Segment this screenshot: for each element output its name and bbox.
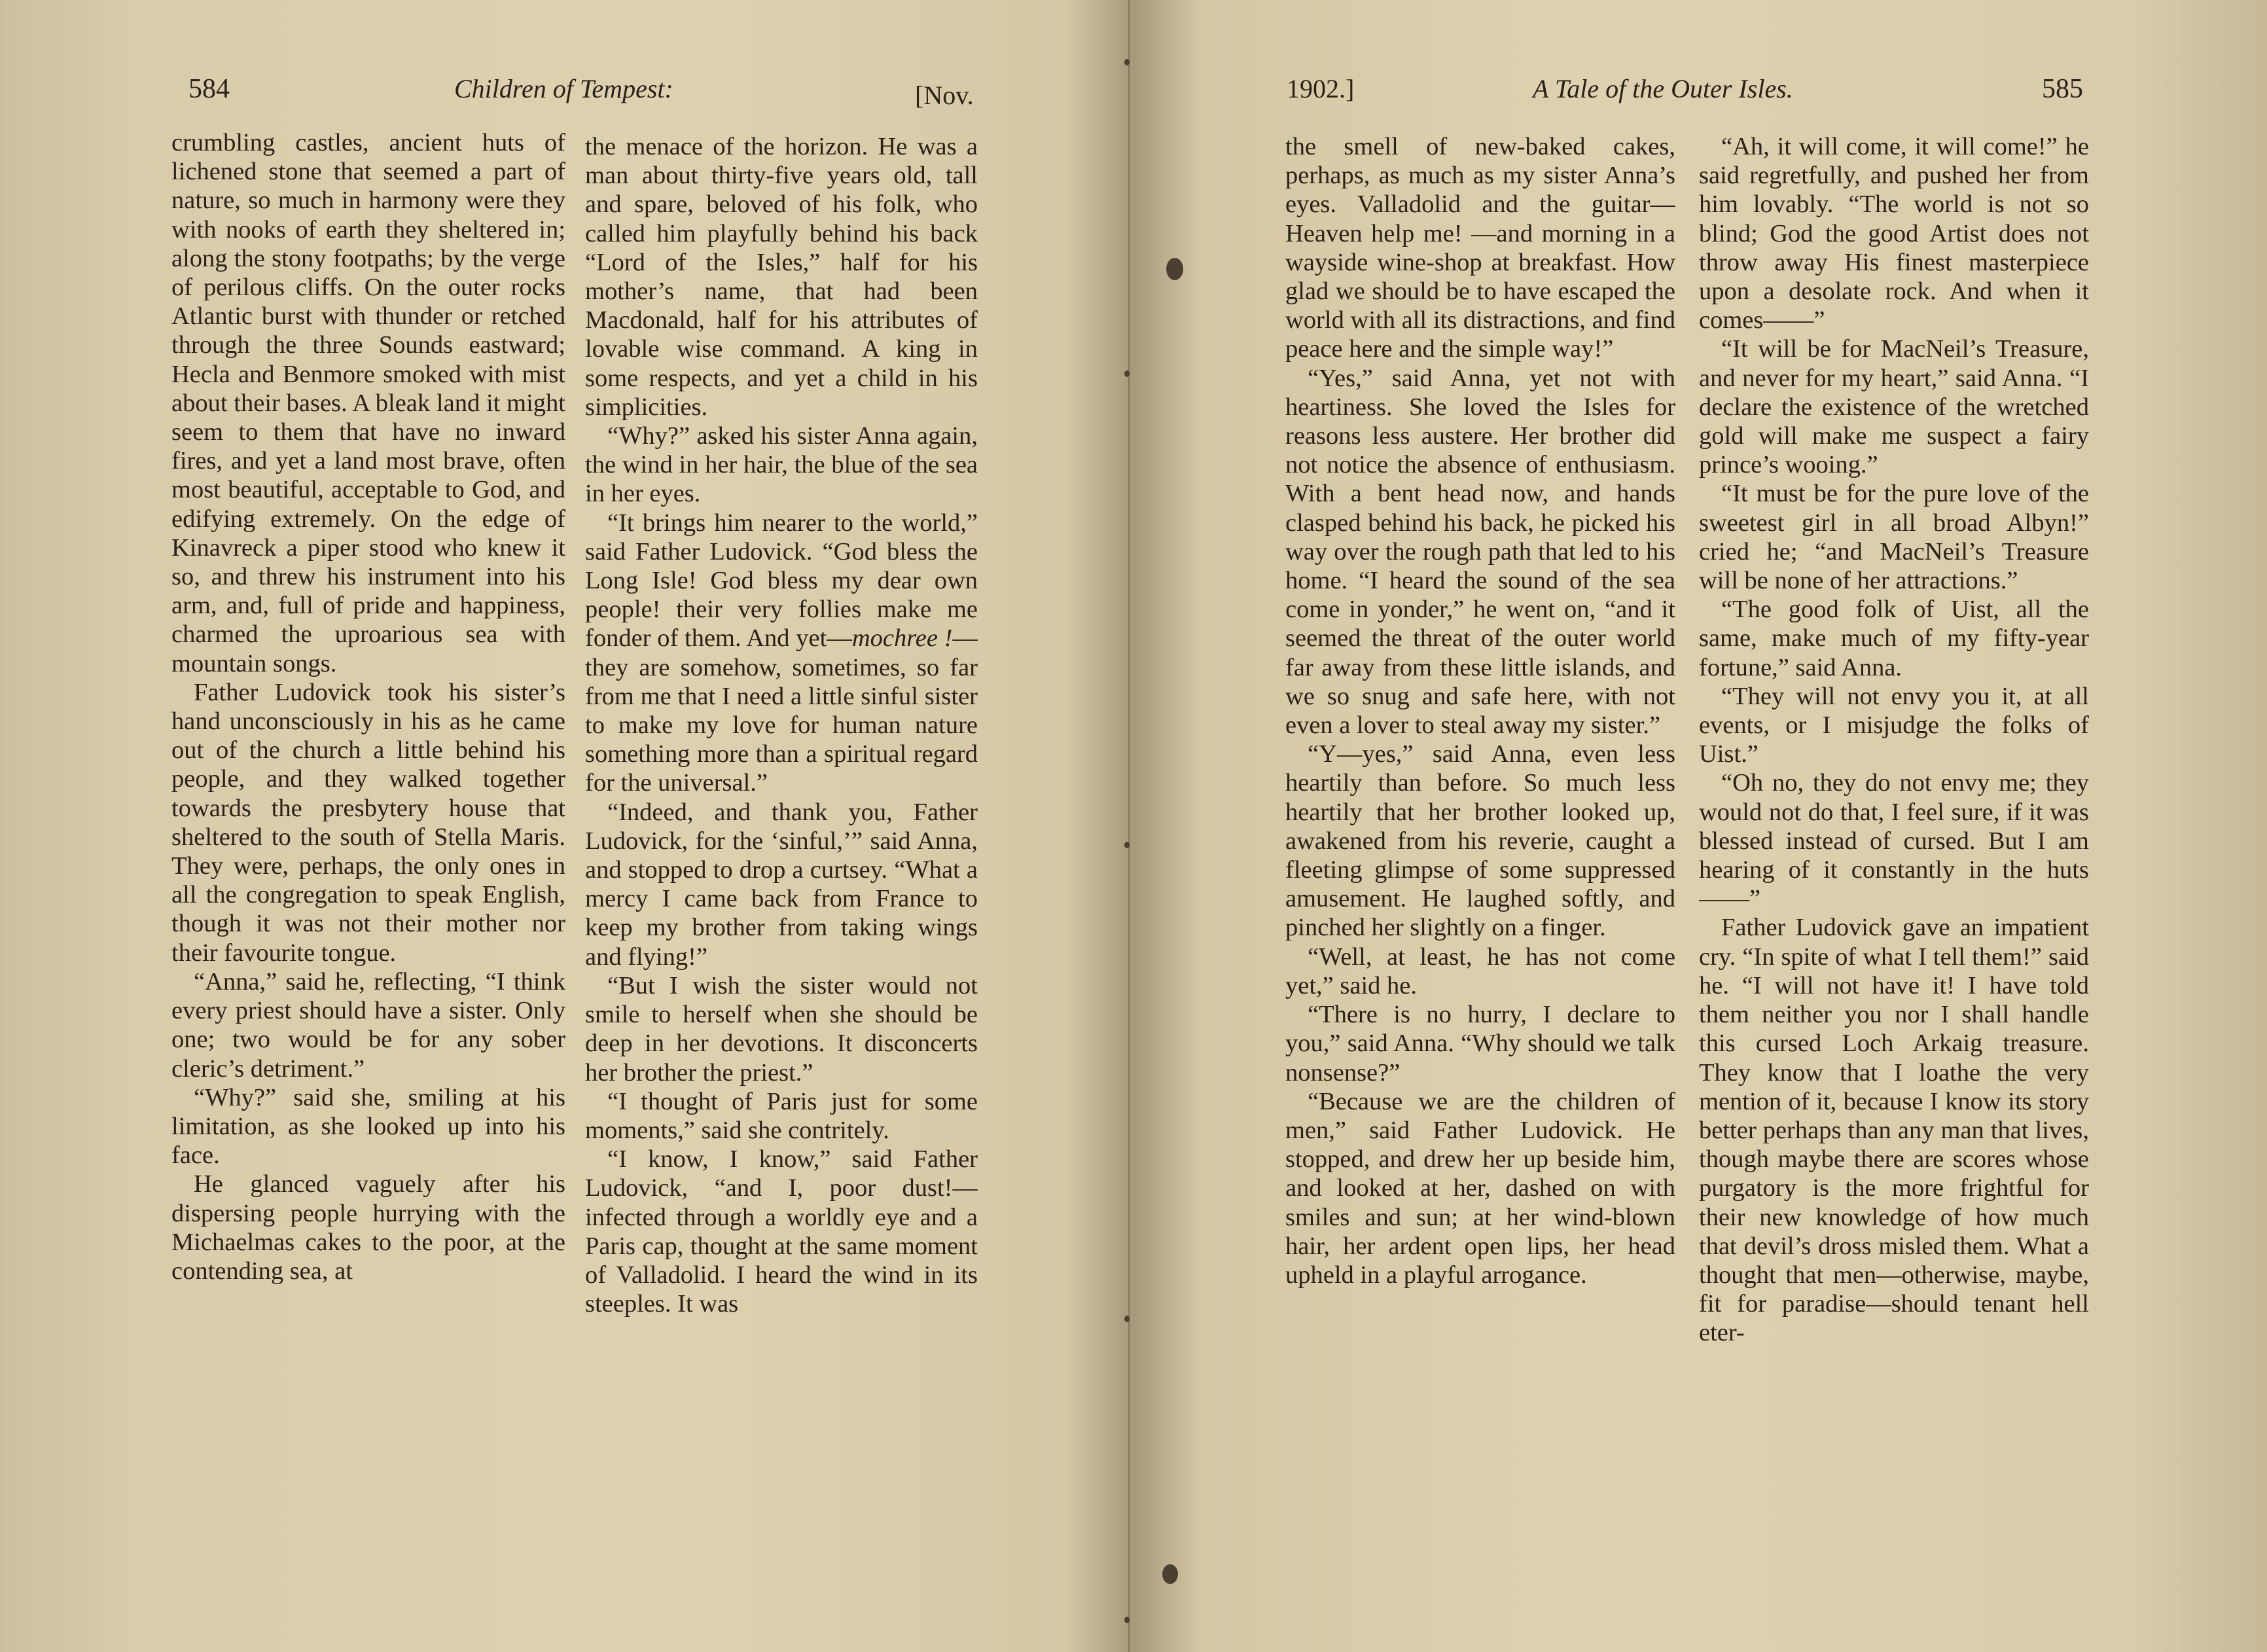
paragraph: “The good folk of Uist, all the same, make much of my fifty-year fortune,” said Anna. [1699, 596, 2089, 681]
paragraph: “Indeed, and thank you, Father Ludovick, for the ‘sinful,’” said Anna, and stopped to drop a curtsey. “What a mercy I came back from France to keep my brother from taking wings and flying!” [585, 798, 978, 971]
right-column-2 [1699, 132, 2089, 1553]
paragraph: “Yes,” said Anna, yet not with heartiness. She loved the Isles for reasons less austere. Her brother did not notice the absence of enthusiasm. With a bent head now, and hands clasped behind his back, he picked his way over the rough path that led to his home. “I heard the sound of the sea come in yonder,” he went on, “and it seemed the threat of the outer world far away from these little islands, and we so snug and safe here, with not even a lover to steal away my sister.” [1285, 364, 1675, 740]
paragraph: Father Ludovick gave an impatient cry. “In spite of what I tell them!” said he. “I will not have it! I have told them neither you nor I shall handle this cursed Loch Arkaig treasure. They know that I loathe the very mention of it, because I know its story better perhaps than any man that lives, though maybe there are scores whose purgatory is the more frightful for their new knowledge of how much that devil’s dross misled them. What a thought that men—otherwise, maybe, fit for paradise—should tenant hell eter- [1699, 914, 2089, 1347]
paragraph: the menace of the horizon. He was a man about thirty-five years old, tall and spare, beloved of his folk, who called him playfully behind his back “Lord of the Isles,” half for his mother’s name, that had been Macdonald, half for his attributes of lovable wise command. A king in some respects, and yet a child in his simplicities. [585, 133, 978, 421]
right-page-number: 585 [2042, 74, 2083, 104]
right-page [1141, 0, 2267, 1652]
paragraph: “But I wish the sister would not smile to herself when she should be deep in her devotions. It disconcerts her brother the priest.” [585, 971, 978, 1086]
paragraph: “Oh no, they do not envy me; they would not do that, I feel sure, if it was blessed instead of cursed. But I am hearing of it constantly in the huts——” [1699, 769, 2089, 913]
paragraph: “Y—yes,” said Anna, even less heartily than before. So much less heartily that her brother looked up, awakened from his reverie, caught a fleeting glimpse of some suppressed amusement. He laughed softly, and pinched her slightly on a finger. [1285, 740, 1675, 942]
text-span: —they are somehow, sometimes, so far from me that I need a little sinful sister to make my love for human nature something more than a spiritual regard for the universal.” [585, 624, 978, 797]
right-running-title: A Tale of the Outer Isles. [1533, 74, 1793, 103]
paragraph: “Because we are the children of men,” said Father Ludovick. He stopped, and drew her up beside him, and looked at her, dashed on with smiles and sun; at her wind-blown hair, her ardent open lips, her head upheld in a playful arrogance. [1285, 1087, 1675, 1289]
right-column-1 [1285, 132, 1675, 1553]
book-gutter [1128, 0, 1130, 1652]
left-page [0, 0, 1126, 1652]
right-running-date: 1902.] [1287, 74, 1355, 103]
paragraph: “Anna,” said he, reflecting, “I think every priest should have a sister. Only one; two would be for any sober cleric’s detriment.” [171, 967, 565, 1083]
left-page-number: 584 [188, 74, 230, 104]
paragraph: “Why?” said she, smiling at his limitation, as she looked up into his face. [171, 1083, 565, 1170]
left-running-title: Children of Tempest: [454, 74, 673, 103]
text-span: “It brings him nearer to the world,” said Father Ludovick. “God bless the Long Isle! God bless my dear own people! their very follies make me fonder of them. And yet— [585, 509, 978, 653]
left-column-2 [585, 132, 978, 1553]
paragraph: “It must be for the pure love of the sweetest girl in all broad Albyn!” cried he; “and MacNeil’s Treasure will be none of her attractions.” [1699, 480, 2089, 595]
italic-phrase: mochree ! [851, 624, 953, 653]
paragraph: crumbling castles, ancient huts of lichened stone that seemed a part of nature, so much in harmony were they with nooks of earth they sheltered in; along the stony footpaths; by the verge of perilous cliffs. On the outer rocks Atlantic burst with thunder or retched through the three Sounds eastward; Hecla and Benmore smoked with mist about their bases. A bleak land it might seem to them that have no inward fires, and yet a land most brave, often most beautiful, acceptable to God, and edifying extremely. On the edge of Kinavreck a piper stood who knew it so, and threw his instrument into his arm, and, full of pride and happiness, charmed the uproarious sea with mountain songs. [171, 129, 565, 677]
paragraph: “Well, at least, he has not come yet,” said he. [1285, 943, 1675, 999]
paragraph: “They will not envy you it, at all events, or I misjudge the folks of Uist.” [1699, 682, 2089, 768]
paragraph: “Why?” asked his sister Anna again, the wind in her hair, the blue of the sea in her eyes. [585, 422, 978, 508]
left-running-date: [Nov. [915, 81, 974, 110]
paragraph: “Ah, it will come, it will come!” he said regretfully, and pushed her from him lovably. “The world is not so blind; God the good Artist does not throw away His finest masterpiece upon a desolate rock. And when it comes——” [1699, 133, 2089, 334]
paragraph: “I know, I know,” said Father Ludovick, “and I, poor dust!—infected through a worldly eye and a Paris cap, thought at the same moment of Valladolid. I heard the wind in its steeples. It was [585, 1145, 978, 1318]
left-column-1 [171, 128, 565, 1549]
paragraph: “There is no hurry, I declare to you,” said Anna. “Why should we talk nonsense?” [1285, 1001, 1675, 1086]
paragraph: Father Ludovick took his sister’s hand unconsciously in his as he came out of the church a little behind his people, and they walked together towards the presbytery house that sheltered to the south of Stella Maris. They were, perhaps, the only ones in all the congregation to speak English, though it was not their mother nor their favourite tongue. [171, 678, 565, 967]
paragraph: “I thought of Paris just for some moments,” said she contritely. [585, 1087, 978, 1144]
paragraph [585, 509, 978, 798]
paragraph: the smell of new-baked cakes, perhaps, as much as my sister Anna’s eyes. Valladolid and the guitar—Heaven help me! —and morning in a wayside wine-shop at breakfast. How glad we should be to have escaped the world with all its distractions, and find peace here and the simple way!” [1285, 133, 1675, 363]
paragraph: “It will be for MacNeil’s Treasure, and never for my heart,” said Anna. “I declare the existence of the wretched gold will make me suspect a fairy prince’s wooing.” [1699, 335, 2089, 479]
paragraph: He glanced vaguely after his dispersing people hurrying with the Michaelmas cakes to the poor, at the contending sea, at [171, 1170, 565, 1285]
